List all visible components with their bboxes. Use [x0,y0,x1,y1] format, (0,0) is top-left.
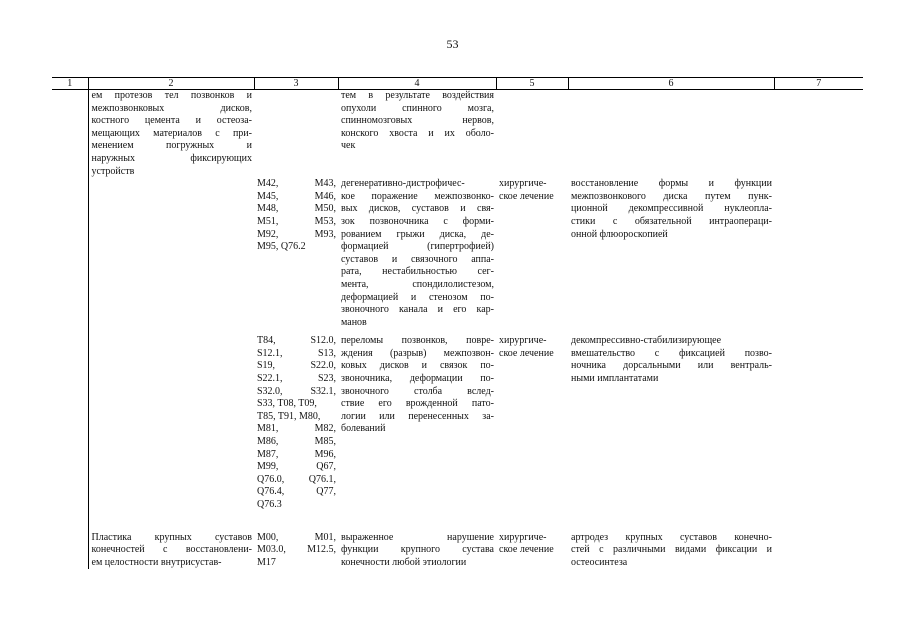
column-header-5: 5 [496,78,568,90]
text-line: звоночного столба вслед- [341,385,494,397]
text-line: ствие его врожденной пато- [341,398,494,410]
text-line: конечностей с восстановлени- [91,544,252,556]
cell-col-2 [88,90,254,179]
cell-col-4 [338,178,496,329]
code-item: Q76.4, [257,486,285,498]
code-item: M00, [257,531,279,543]
cell-col-1 [52,329,88,511]
table-row [52,178,863,329]
text-line: звоночного канала и его кар- [341,304,494,316]
table-row [52,329,863,511]
text-line: хирургиче- [499,178,547,190]
cell-col-5 [496,178,568,329]
cell-col-3 [254,90,338,179]
code-item: M92, [257,228,279,240]
text-line: восстановление формы и функции [571,178,772,190]
code-item: M03.0, [257,544,286,556]
text-line: зок позвоночника с форми- [341,215,494,227]
cell-col-6 [568,90,774,179]
cell-col-5 [496,329,568,511]
cell-col-6 [568,512,774,570]
code-item: M82, [314,423,336,435]
column-header-3: 3 [254,78,338,90]
code-line [257,360,336,373]
text-line: ными имплантатами [571,373,659,385]
code-line [257,423,336,436]
text-line: суставов и связочного аппа- [341,253,494,265]
text-line: стей с различными видами фиксации и [571,544,772,556]
code-line [257,216,336,229]
code-item: M95, Q76.2 [257,241,306,253]
cell-col-2 [88,512,254,570]
code-line [257,241,336,254]
code-item: M17 [257,556,276,568]
cell-col-3 [254,512,338,570]
code-item: M86, [257,436,279,448]
code-line [257,398,336,411]
code-line [257,178,336,191]
code-item: S32.0, [257,385,283,397]
code-item: M45, [257,190,279,202]
text-line: логии или перенесенных за- [341,410,494,422]
column-header-7: 7 [774,78,863,90]
code-item: S23, [317,373,336,385]
cell-col-1 [52,178,88,329]
column-header-4: 4 [338,78,496,90]
code-item: Q77, [316,486,336,498]
text-line: чек [341,140,356,152]
text-line: ем целостности внутрисустав- [91,556,222,568]
text-line: межпозвонковых дисков, [91,102,252,114]
cell-col-6 [568,178,774,329]
document-table [52,77,863,569]
code-line [257,557,336,570]
code-line [257,191,336,204]
code-item: M42, [257,178,279,190]
text-line: болеваний [341,423,386,435]
text-line: остеосинтеза [571,556,628,568]
code-item: S33, T08, T09, [257,398,317,410]
code-item: S13, [317,347,336,359]
text-line: деформацией и стенозом по- [341,291,494,303]
cell-col-7 [774,178,863,329]
column-header-2: 2 [88,78,254,90]
text-line: вмешательство с фиксацией позво- [571,347,772,359]
text-line: мещающих материалов с при- [91,127,252,139]
text-line: формацией (гипертрофией) [341,241,494,253]
code-line [257,386,336,399]
code-item: M96, [314,448,336,460]
cell-col-3 [254,178,338,329]
cell-col-3 [254,329,338,511]
text-line: рата, нестабильностью сег- [341,266,494,278]
code-item: M46, [314,190,336,202]
text-line: декомпрессивно-стабилизирующее [571,335,722,347]
code-item: S22.1, [257,373,283,385]
code-item: M43, [314,178,336,190]
column-header-1: 1 [52,78,88,90]
code-item: M53, [314,215,336,227]
cell-col-4 [338,512,496,570]
column-number-row [52,78,863,90]
code-line [257,499,336,512]
text-line: ское лечение [499,347,554,359]
code-item: Q76.3 [257,499,282,510]
cell-col-7 [774,90,863,179]
text-line: опухоли спинного мозга, [341,102,494,114]
text-line: ционной декомпрессивной нуклеопла- [571,203,772,215]
text-line: устройств [91,165,135,177]
text-line: костного цемента и остеоза- [91,115,252,127]
code-item: M99, [257,461,279,473]
cell-col-7 [774,329,863,511]
cell-col-5 [496,512,568,570]
code-item: S12.0, [310,335,336,347]
code-line [257,373,336,386]
text-line: ждения (разрыв) межпозвон- [341,347,494,359]
code-item: M85, [314,436,336,448]
code-line [257,436,336,449]
text-line: наружных фиксирующих [91,152,252,164]
text-line: онной флюороскопией [571,228,668,240]
code-item: M81, [257,423,279,435]
code-item: M93, [314,228,336,240]
cell-col-2 [88,178,254,329]
text-line: звоночника, деформации по- [341,373,494,385]
code-item: M48, [257,203,279,215]
cell-col-7 [774,512,863,570]
text-line: вых дисков, суставов и свя- [341,203,494,215]
text-line: стики с обязательной интраопераци- [571,215,772,227]
cell-col-6 [568,329,774,511]
text-line: ем протезов тел позвонков и [91,90,252,101]
code-line [257,411,336,424]
text-line: артродез крупных суставов конечно- [571,531,772,543]
table-body [52,90,863,570]
code-line [257,449,336,462]
code-item: Q76.1, [308,473,336,485]
text-line: манов [341,316,367,328]
text-line: Пластика крупных суставов [91,531,252,543]
text-line: выраженное нарушение [341,531,494,543]
cell-col-1 [52,512,88,570]
code-line [257,203,336,216]
code-line [257,229,336,242]
cell-col-1 [52,90,88,179]
text-line: ночника дорсальными или вентраль- [571,360,772,372]
code-line [257,532,336,545]
text-line: ское лечение [499,190,554,202]
code-item: M87, [257,448,279,460]
table-row [52,90,863,179]
code-item: M01, [314,531,336,543]
text-line: спинномозговых нервов, [341,115,494,127]
cell-col-5 [496,90,568,179]
cell-col-4 [338,90,496,179]
code-line [257,335,336,348]
table-row [52,512,863,570]
code-line [257,474,336,487]
column-header-6: 6 [568,78,774,90]
text-line: конского хвоста и их оболо- [341,127,494,139]
text-line: переломы позвонков, повре- [341,335,494,347]
text-line: функции крупного сустава [341,544,494,556]
code-line [257,348,336,361]
cell-col-2 [88,329,254,511]
text-line: хирургиче- [499,335,547,347]
code-item: S22.0, [310,360,336,372]
code-item: S12.1, [257,347,283,359]
code-item: T84, [257,335,276,347]
code-item: M51, [257,215,279,227]
code-item: M12.5, [307,544,336,556]
text-line: рованием грыжи диска, де- [341,228,494,240]
code-line [257,486,336,499]
text-line: кое поражение межпозвонко- [341,190,494,202]
text-line: мента, спондилолистезом, [341,278,494,290]
text-line: конечности любой этиологии [341,556,467,568]
code-item: Q76.0, [257,473,285,485]
page-number: 53 [446,37,459,51]
text-line: дегенеративно-дистрофичес- [341,178,465,190]
code-line [257,544,336,557]
text-line: ковых дисков и связок по- [341,360,494,372]
text-line: тем в результате воздействия [341,90,494,101]
text-line: ское лечение [499,544,554,556]
code-line [257,461,336,474]
code-item: S19, [257,360,276,372]
cell-col-4 [338,329,496,511]
text-line: хирургиче- [499,531,547,543]
text-line: межпозвонкового диска путем пунк- [571,190,772,202]
code-item: M50, [314,203,336,215]
code-item: Q67, [316,461,336,473]
code-item: S32.1, [310,385,336,397]
text-line: менением погружных и [91,140,252,152]
code-item: T85, T91, M80, [257,410,321,422]
